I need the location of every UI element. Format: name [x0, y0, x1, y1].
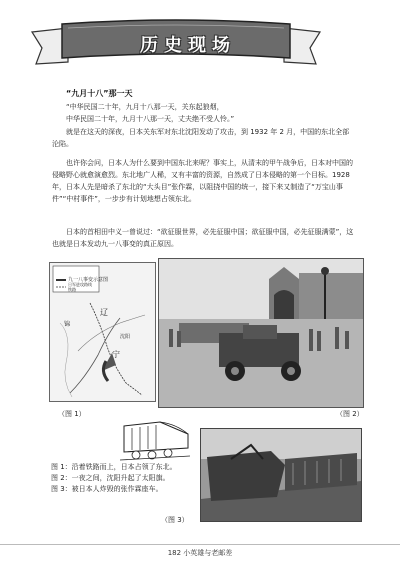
paragraph-3	[52, 157, 356, 205]
train-drawing	[118, 418, 192, 462]
paragraph-3-text: 也许你会问，日本人为什么要到中国东北来呢？事实上，从清末的甲午战争后，日本对中国的侵略野心就愈演愈烈。东北地广人稀，又有丰富的资源，自然成了日本侵略的第一个目标。1928 年，日本人先是暗杀了东北的“大头目”张作霖，以阻挠中国的统一，接下来又制造了“万宝山事件”“中村事件”，一步步有计划地想占领东北。	[52, 159, 353, 203]
figure-2-label: （图 2）	[336, 410, 364, 418]
map-place-ning: 宁	[112, 350, 120, 359]
caption-1: 图 1：沿着铁路而上，日本占领了东北。	[51, 463, 177, 471]
section-banner	[28, 18, 324, 70]
figure-3-photo	[200, 428, 362, 522]
map-legend-item-2: 铁路	[68, 287, 76, 292]
wrecked-train-illustration	[201, 429, 361, 521]
figure-3-label: （图 3）	[161, 516, 189, 524]
section-title: “九月十八”那一天	[66, 89, 133, 98]
figure-2-photo	[158, 258, 364, 408]
figure-captions	[51, 462, 201, 495]
figure-1-map	[49, 262, 156, 402]
paragraph-2	[52, 126, 356, 150]
map-legend-item-1: 日军进攻路线	[68, 282, 92, 287]
shenyang-photo-illustration	[159, 259, 363, 407]
caption-3: 图 3：被日本人炸毁的张作霖座车。	[51, 485, 163, 493]
map-place-shen: 沈阳	[120, 334, 131, 340]
quote-line-2: 中华民国二十年，九月十八那一天，丈夫绝不受人怜。”	[66, 115, 235, 123]
map-place-liao: 辽	[100, 308, 108, 317]
paragraph-4-text: 日本的首相田中义一曾说过：“欲征服世界，必先征服中国；欲征服中国，必先征服满蒙”，这也就是日本发动九一八事变的真正原因。	[52, 228, 354, 248]
locomotive-icon	[118, 418, 192, 462]
paragraph-4	[52, 226, 356, 250]
footer-divider	[0, 544, 400, 545]
paragraph-2-text: 就是在这天的深夜，日本关东军对东北沈阳发动了攻击，到 1932 年 2 月，中国的东北全部沦陷。	[52, 128, 350, 148]
caption-2: 图 2：一夜之间，沈阳升起了太阳旗。	[51, 474, 170, 482]
map-place-jin: 锦	[64, 321, 71, 328]
quote-line-1: “中华民国二十年，九月十八那一天，关东起狼烟，	[66, 103, 224, 111]
banner-title: 历史现场	[140, 35, 236, 56]
page-footer: 182 小英雄与老邮差	[167, 549, 233, 557]
figure-1-label: （图 1）	[58, 410, 86, 418]
map-legend-title: 九一八事变示意图	[68, 277, 109, 283]
song-quote	[52, 101, 356, 125]
map-illustration	[50, 263, 155, 401]
